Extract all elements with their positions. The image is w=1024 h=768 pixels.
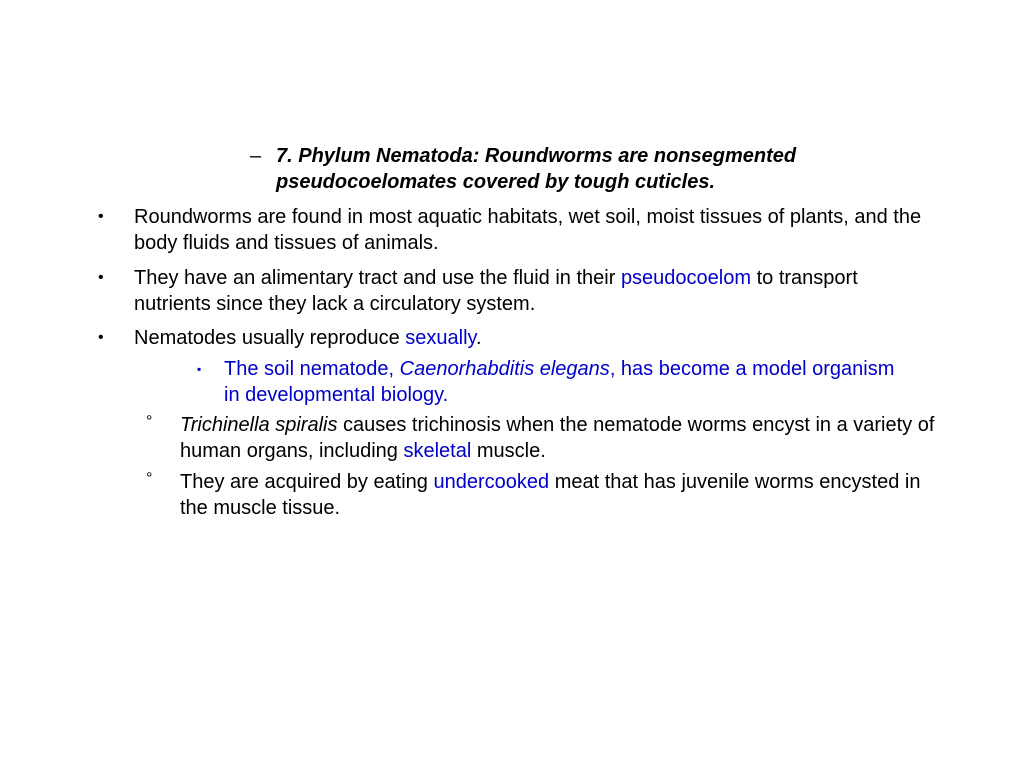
link-skeletal[interactable]: skeletal — [403, 440, 472, 462]
degree-text-before: causes trichinosis when the nematode worms encyst in a variety of human organs, including — [180, 414, 935, 462]
sub-bullet-item — [197, 356, 917, 408]
degree-marker: ° — [146, 470, 153, 487]
link-undercooked[interactable]: undercooked — [433, 471, 550, 493]
degree-text-after: muscle. — [471, 440, 546, 462]
degree-bullet-text — [180, 469, 940, 521]
slide-title — [250, 143, 950, 195]
bullet-item — [98, 325, 978, 351]
bullet-item — [98, 265, 978, 317]
link-sexually[interactable]: sexually — [405, 327, 477, 349]
bullet-text-before: They have an alimentary tract and use the fluid in their — [134, 267, 621, 289]
sub-bullet-text-after: , has become a model organism in developmental biology. — [224, 358, 895, 406]
sub-bullet-text — [224, 356, 914, 408]
degree-bullet-text — [180, 412, 960, 464]
title-text: 7. Phylum Nematoda: Roundworms are nonsegmented pseudocoelomates covered by tough cuticles. — [276, 145, 797, 193]
species-name: Trichinella spiralis — [180, 414, 338, 436]
degree-text-after: meat that has juvenile worms encysted in the muscle tissue. — [180, 471, 921, 519]
degree-text-before: They are acquired by eating — [180, 471, 434, 493]
link-pseudocoelom[interactable]: pseudocoelom — [620, 267, 752, 289]
degree-bullet-item — [146, 412, 966, 464]
bullet-text-after: . — [476, 327, 482, 349]
species-name: Caenorhabditis elegans — [399, 358, 610, 380]
bullet-text — [134, 265, 924, 317]
dash-marker: – — [250, 145, 262, 167]
sub-bullet-text-before: The soil nematode, — [224, 358, 400, 380]
bullet-text: Roundworms are found in most aquatic habitats, wet soil, moist tissues of plants, and the body fluids and tissues of animals. — [134, 206, 922, 254]
bullet-marker: • — [98, 329, 104, 346]
bullet-marker: • — [98, 269, 104, 286]
bullet-item — [98, 204, 978, 256]
bullet-text — [134, 325, 924, 351]
bullet-text-before: Nematodes usually reproduce — [134, 327, 406, 349]
bullet-marker: • — [98, 208, 104, 225]
degree-marker: ° — [146, 413, 153, 430]
degree-bullet-item — [146, 469, 966, 521]
square-bullet-icon: ▪ — [197, 362, 202, 376]
bullet-text-after: to transport nutrients since they lack a circulatory system. — [134, 267, 858, 315]
